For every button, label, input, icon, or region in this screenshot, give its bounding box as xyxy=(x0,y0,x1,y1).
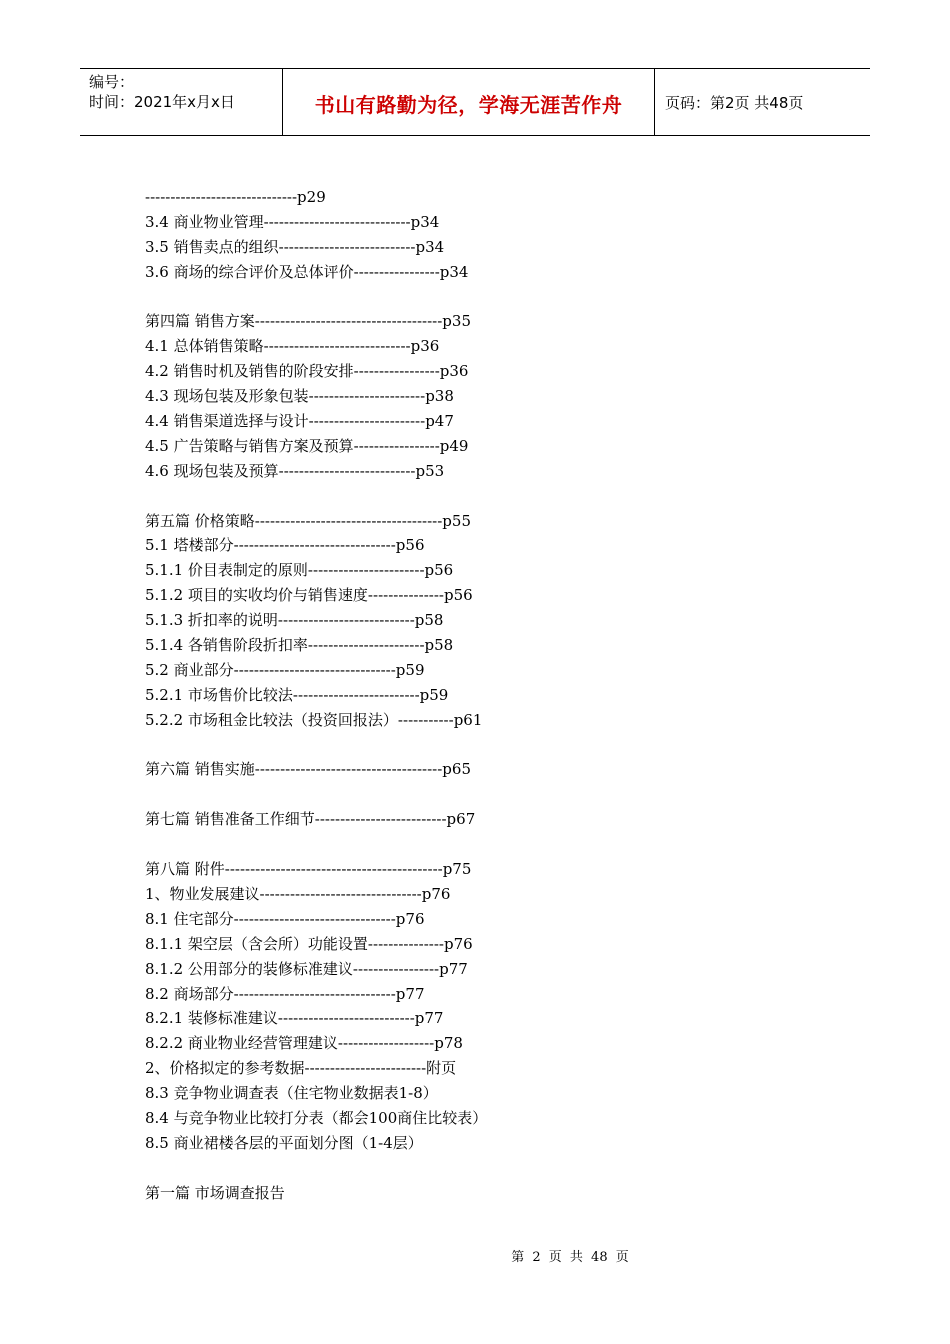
toc-spacer xyxy=(145,484,845,509)
toc-entry: 8.2.2 商业物业经营管理建议-------------------p78 xyxy=(145,1034,463,1053)
toc-spacer xyxy=(145,1156,845,1181)
toc-entry: 4.5 广告策略与销售方案及预算-----------------p49 xyxy=(145,436,469,455)
toc-entry: 8.2.1 装修标准建议---------------------------p77 xyxy=(145,1009,444,1028)
toc-entry: 3.6 商场的综合评价及总体评价-----------------p34 xyxy=(145,262,469,281)
toc-entry: 5.1.1 价目表制定的原则-----------------------p56 xyxy=(145,561,454,580)
page-footer: 第 2 页 共 48 页 xyxy=(511,1250,629,1265)
toc-entry: 3.4 商业物业管理-----------------------------p34 xyxy=(145,212,440,231)
header-page-label: 页码：第2页 共48页 xyxy=(665,93,804,112)
toc-entry: 8.1 住宅部分--------------------------------p76 xyxy=(145,909,425,928)
toc-entry: 8.1.2 公用部分的装修标准建议-----------------p77 xyxy=(145,959,468,978)
toc-spacer xyxy=(145,782,845,807)
toc-entry: 4.1 总体销售策略-----------------------------p36 xyxy=(145,337,440,356)
document-number-label: 编号： xyxy=(89,73,135,91)
header-meta xyxy=(80,69,282,135)
toc-entry: 4.4 销售渠道选择与设计-----------------------p47 xyxy=(145,412,454,431)
toc-entry: 2、价格拟定的参考数据------------------------附页 xyxy=(145,1059,457,1078)
toc-entry: 第七篇 销售准备工作细节--------------------------p67 xyxy=(145,810,476,829)
toc-entry: 5.1.2 项目的实收均价与销售速度---------------p56 xyxy=(145,586,473,605)
header-motto: 书山有路勤为径，学海无涯苦作舟 xyxy=(282,69,655,135)
table-of-contents xyxy=(145,185,845,1206)
toc-entry: 第四篇 销售方案-------------------------------------p35 xyxy=(145,312,471,331)
toc-entry: 5.2 商业部分--------------------------------p59 xyxy=(145,660,425,679)
toc-entry: 第五篇 价格策略-------------------------------------p55 xyxy=(145,511,471,530)
toc-entry: 8.2 商场部分--------------------------------p77 xyxy=(145,984,425,1003)
toc-entry: 4.6 现场包装及预算---------------------------p53 xyxy=(145,461,445,480)
toc-entry: ------------------------------p29 xyxy=(145,188,326,206)
toc-entry: 第六篇 销售实施-------------------------------------p65 xyxy=(145,760,471,779)
toc-entry: 8.3 竞争物业调查表（住宅物业数据表1-8） xyxy=(145,1084,438,1103)
toc-entry: 5.1.3 折扣率的说明---------------------------p58 xyxy=(145,611,444,630)
toc-entry: 1、物业发展建议--------------------------------p76 xyxy=(145,884,451,903)
page-header xyxy=(80,68,870,136)
toc-entry: 4.2 销售时机及销售的阶段安排-----------------p36 xyxy=(145,362,469,381)
toc-entry: 3.5 销售卖点的组织---------------------------p34 xyxy=(145,237,445,256)
toc-spacer xyxy=(145,733,845,758)
toc-entry: 第八篇 附件-------------------------------------------p75 xyxy=(145,860,472,879)
toc-entry: 第一篇 市场调查报告 xyxy=(145,1183,285,1202)
toc-entry: 5.2.2 市场租金比较法（投资回报法）-----------p61 xyxy=(145,710,483,729)
toc-spacer xyxy=(145,285,845,310)
toc-entry: 5.1 塔楼部分--------------------------------p56 xyxy=(145,536,425,555)
toc-entry: 4.3 现场包装及形象包装-----------------------p38 xyxy=(145,387,454,406)
toc-spacer xyxy=(145,832,845,857)
toc-entry: 8.4 与竞争物业比较打分表（都会100商住比较表） xyxy=(145,1108,488,1127)
toc-entry: 5.2.1 市场售价比较法-------------------------p59 xyxy=(145,685,449,704)
toc-entry: 8.5 商业裙楼各层的平面划分图（1-4层） xyxy=(145,1133,423,1152)
document-date-label: 时间：2021年x月x日 xyxy=(89,93,235,111)
toc-entry: 5.1.4 各销售阶段折扣率-----------------------p58 xyxy=(145,636,454,655)
toc-entry: 8.1.1 架空层（含会所）功能设置---------------p76 xyxy=(145,934,473,953)
